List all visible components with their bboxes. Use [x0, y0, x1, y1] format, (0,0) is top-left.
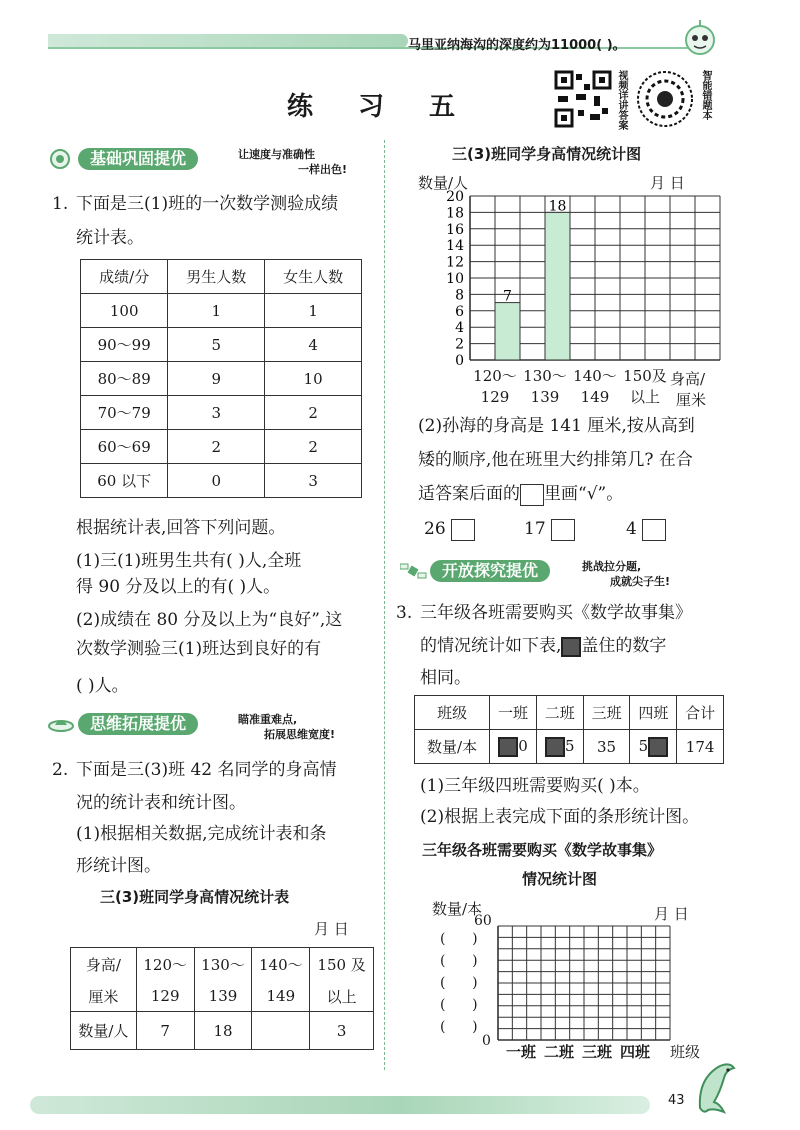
q2-line2: 况的统计表和统计图。 — [76, 793, 246, 813]
q2-height-table — [70, 947, 374, 1050]
option-4 — [626, 513, 666, 546]
q3-cell — [630, 730, 677, 764]
table-row — [81, 362, 362, 396]
q1-cell: 90～99 — [81, 328, 168, 362]
q3-sub1: (1)三年级四班需要购买( )本。 — [420, 776, 650, 796]
target-icon — [48, 148, 74, 170]
q1-part1-line2: 得 90 分及以上的有( )人。 — [76, 577, 281, 597]
section-extend-note-1: 瞄准重难点, — [238, 713, 298, 726]
q3-header-cell: 四班 — [630, 696, 677, 730]
y-tick-label: 4 — [455, 320, 464, 337]
q3-y-top: 60 — [474, 913, 492, 929]
q2-sub1-line1: (1)根据相关数据,完成统计表和条 — [76, 824, 327, 844]
q2-cell: 149 — [252, 982, 310, 1012]
q2-sub2-line2: 矮的顺序,他在班里大约排第几? 在合 — [418, 450, 693, 470]
category-label: 四班 — [620, 1043, 651, 1061]
q3-sub2: (2)根据上表完成下面的条形统计图。 — [420, 807, 700, 827]
q3-cell: 35 — [583, 730, 630, 764]
q3-cell — [490, 730, 537, 764]
table-row — [415, 730, 724, 764]
q1-cell: 60～69 — [81, 430, 168, 464]
section-explore-note-1: 挑战拉分题, — [582, 560, 642, 573]
table-row — [71, 1012, 374, 1050]
section-basic-note-1: 让速度与准确性 — [238, 148, 315, 161]
blank-y-tick[interactable]: ( ) — [440, 931, 478, 947]
q2-chart-ylabel: 数量/人 — [418, 174, 469, 192]
section-basic-note-2: 一样出色! — [298, 163, 348, 176]
q1-line1: 下面是三(1)班的一次数学测验成绩 — [76, 194, 339, 214]
q3-books-table — [414, 695, 724, 764]
table-row — [81, 328, 362, 362]
q3-chart-title-1: 三年级各班需要购买《数学故事集》 — [422, 841, 663, 859]
y-tick-label: 0 — [455, 353, 464, 366]
q1-cell: 100 — [81, 294, 168, 328]
q2-number: 2. — [52, 760, 69, 780]
q3-value: 5 — [565, 736, 575, 755]
blank-y-tick[interactable]: ( ) — [440, 953, 478, 969]
header-band — [48, 34, 408, 48]
option-label: 4 — [626, 519, 637, 539]
blank-y-tick[interactable]: ( ) — [440, 1019, 478, 1035]
table-row — [81, 396, 362, 430]
blank-y-tick[interactable]: ( ) — [440, 997, 478, 1013]
q3-y-zero: 0 — [482, 1033, 491, 1049]
covered-digit-icon — [648, 737, 668, 757]
q3-line2 — [420, 630, 666, 663]
q1-prompt: 根据统计表,回答下列问题。 — [76, 518, 286, 538]
checkbox-4[interactable] — [642, 519, 666, 541]
y-tick-label: 6 — [455, 303, 464, 320]
q2-chart-date: 月 日 — [650, 174, 685, 192]
q2-line1: 下面是三(3)班 42 名同学的身高情 — [76, 760, 337, 780]
covered-digit-icon — [545, 737, 565, 757]
data-label: 18 — [548, 198, 567, 215]
q2-cell: 以上 — [310, 982, 374, 1012]
category-label: 一班 — [506, 1043, 537, 1061]
q1-part2-line3: ( )人。 — [76, 676, 129, 696]
q1-part1-line1: (1)三(1)班男生共有( )人,全班 — [76, 551, 302, 571]
answer-box[interactable] — [520, 484, 544, 506]
section-basic-label: 基础巩固提优 — [78, 148, 198, 170]
q2-blank-cell[interactable] — [252, 1012, 310, 1050]
data-label: 7 — [503, 288, 512, 305]
q2-cell: 7 — [136, 1012, 194, 1050]
q2-sub2-line3a: 适答案后面的 — [418, 484, 520, 504]
category-label: 三班 — [582, 1043, 613, 1061]
q2-cell: 身高/ — [71, 948, 137, 982]
q2-sub2-line1: (2)孙海的身高是 141 厘米,按从高到 — [418, 416, 695, 436]
q3-line1: 三年级各班需要购买《数学故事集》 — [420, 603, 692, 623]
q3-line2b: 盖住的数字 — [581, 636, 667, 656]
q1-cell: 80～89 — [81, 362, 168, 396]
table-row — [81, 464, 362, 498]
q1-cell: 10 — [265, 362, 362, 396]
q1-header-cell: 男生人数 — [168, 260, 265, 294]
q3-line3: 相同。 — [420, 668, 471, 688]
section-extend — [48, 713, 368, 741]
section-basic — [48, 148, 368, 176]
y-tick-label: 10 — [446, 271, 464, 287]
column-divider — [384, 140, 385, 1070]
checkbox-17[interactable] — [551, 519, 575, 541]
q1-part2-line1: (2)成绩在 80 分及以上为“良好”,这 — [76, 610, 343, 630]
q1-cell: 0 — [168, 464, 265, 498]
q1-cell: 5 — [168, 328, 265, 362]
q1-cell: 3 — [265, 464, 362, 498]
satellite-icon — [400, 560, 428, 582]
section-explore — [400, 560, 720, 588]
category-label: 二班 — [544, 1043, 575, 1061]
q1-cell: 9 — [168, 362, 265, 396]
q2-cell: 18 — [194, 1012, 252, 1050]
q2-cell: 厘米 — [71, 982, 137, 1012]
q3-cell: 174 — [677, 730, 724, 764]
q1-line2: 统计表。 — [76, 228, 144, 248]
q1-cell: 2 — [168, 430, 265, 464]
q2-cell: 3 — [310, 1012, 374, 1050]
y-tick-label: 18 — [446, 205, 464, 222]
q1-score-table — [80, 259, 362, 498]
category-label: 120～ 129 — [473, 367, 517, 406]
q1-cell: 2 — [265, 430, 362, 464]
table-row — [81, 294, 362, 328]
ufo-icon — [48, 713, 76, 735]
page-title: 练 习 五 — [286, 92, 474, 122]
page-number: 43 — [668, 1093, 685, 1108]
q2-chart-xlabel-top: 身高/ — [670, 370, 706, 388]
q1-part2-line2: 次数学测验三(1)班达到良好的有 — [76, 639, 322, 659]
q1-cell: 3 — [168, 396, 265, 430]
y-tick-label: 16 — [446, 221, 464, 238]
q3-header-cell: 班级 — [415, 696, 490, 730]
q1-cell: 2 — [265, 396, 362, 430]
section-explore-label: 开放探究提优 — [430, 560, 550, 582]
footer-band — [30, 1096, 650, 1114]
option-label: 26 — [424, 519, 446, 539]
q2-chart-title: 三(3)班同学身高情况统计图 — [452, 145, 642, 163]
option-label: 17 — [524, 519, 546, 539]
q1-cell: 70～79 — [81, 396, 168, 430]
q3-blank-ticks — [440, 930, 498, 1040]
section-explore-note-2: 成就尖子生! — [610, 575, 671, 588]
q2-table-date: 月 日 — [314, 920, 349, 938]
q2-sub2-line3b: 里画“√”。 — [544, 484, 624, 504]
books-chart-categories — [496, 1041, 676, 1061]
qr-code-icon[interactable] — [554, 70, 612, 128]
blank-y-tick[interactable]: ( ) — [440, 975, 478, 991]
q2-cell: 140～ — [252, 948, 310, 982]
q3-number: 3. — [396, 603, 413, 623]
q1-cell: 60 以下 — [81, 464, 168, 498]
y-tick-label: 8 — [455, 287, 464, 304]
y-tick-label: 20 — [446, 189, 464, 205]
q2-sub2-line3 — [418, 478, 623, 511]
q1-header-cell: 成绩/分 — [81, 260, 168, 294]
q2-cell: 129 — [136, 982, 194, 1012]
q1-cell: 1 — [168, 294, 265, 328]
q3-line2a: 的情况统计如下表, — [420, 636, 562, 656]
q2-chart-xlabel-bottom: 厘米 — [676, 391, 707, 409]
q2-cell: 数量/人 — [71, 1012, 137, 1050]
covered-digit-icon — [561, 637, 581, 657]
qr-left-label: 视频详讲答案 — [616, 70, 627, 130]
category-label: 140～ 149 — [573, 367, 617, 406]
checkbox-26[interactable] — [451, 519, 475, 541]
y-tick-label: 14 — [446, 238, 464, 255]
q2-table-title: 三(3)班同学身高情况统计表 — [100, 888, 290, 906]
q2-cell: 120～ — [136, 948, 194, 982]
q3-chart-date: 月 日 — [654, 905, 689, 923]
q1-number: 1. — [52, 194, 69, 214]
option-17 — [524, 513, 575, 546]
q3-value: 5 — [638, 736, 649, 755]
q3-chart-ylabel: 数量/本 — [432, 900, 483, 918]
q3-header-cell: 一班 — [490, 696, 537, 730]
qr-right-label: 智能错题本 — [700, 70, 711, 120]
q3-header-cell: 三班 — [583, 696, 630, 730]
option-26 — [424, 513, 475, 546]
q1-cell: 1 — [265, 294, 362, 328]
q2-cell: 150 及 — [310, 948, 374, 982]
section-extend-label: 思维拓展提优 — [78, 713, 198, 735]
q1-header-cell: 女生人数 — [265, 260, 362, 294]
robot-mascot-icon — [678, 18, 722, 62]
category-label: 150及 以上 — [623, 367, 667, 406]
q3-header-cell: 合计 — [677, 696, 724, 730]
q1-cell: 4 — [265, 328, 362, 362]
q3-chart-title-2: 情况统计图 — [522, 870, 598, 888]
bar — [545, 212, 570, 360]
y-tick-label: 2 — [455, 336, 464, 353]
dolphin-icon — [690, 1058, 740, 1116]
smart-qr-code-icon[interactable] — [636, 70, 694, 128]
section-extend-note-2: 拓展思维宽度! — [264, 728, 336, 741]
q3-cell — [536, 730, 583, 764]
q3-header-cell: 二班 — [536, 696, 583, 730]
table-row — [81, 430, 362, 464]
q3-chart-xlabel: 班级 — [670, 1043, 701, 1061]
bar — [495, 303, 520, 360]
covered-digit-icon — [498, 737, 518, 757]
q2-cell: 130～ — [194, 948, 252, 982]
height-bar-chart — [410, 186, 730, 366]
q2-cell: 139 — [194, 982, 252, 1012]
y-tick-label: 12 — [446, 254, 464, 271]
books-bar-chart[interactable] — [496, 922, 676, 1044]
q3-value: 0 — [518, 736, 528, 755]
header-fact: 马里亚纳海沟的深度约为11000( )。 — [408, 38, 626, 53]
category-label: 130～ 139 — [523, 367, 567, 406]
q3-row-label: 数量/本 — [415, 730, 490, 764]
q2-sub1-line2: 形统计图。 — [76, 856, 161, 876]
